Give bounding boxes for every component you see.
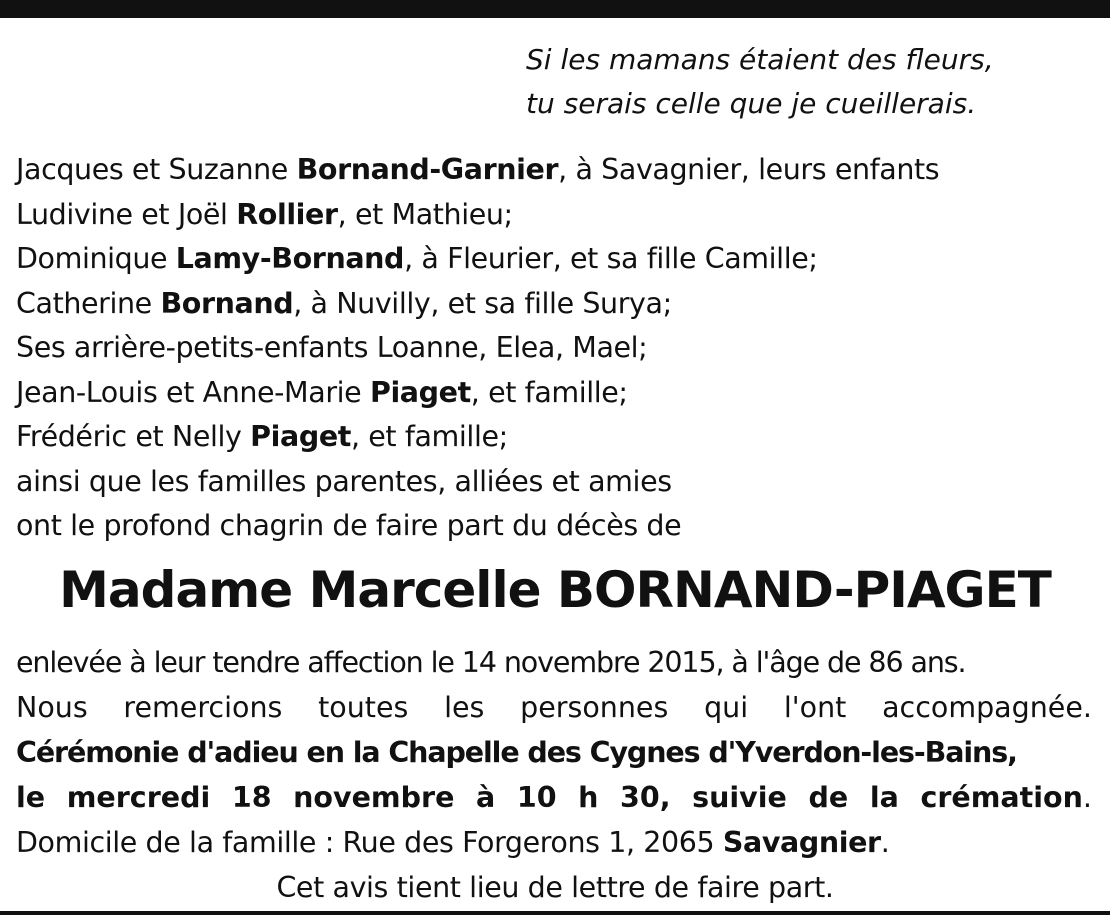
family-surname: Piaget <box>250 420 351 453</box>
family-surname: Bornand <box>160 286 294 320</box>
family-line <box>16 148 1096 193</box>
family-line <box>16 282 1096 327</box>
text: , à Savagnier, leurs enfants <box>558 153 940 186</box>
ceremony-line <box>16 775 1092 820</box>
family-line: ainsi que les familles parentes, alliées et amies <box>16 464 672 498</box>
deceased-name: Madame Marcelle BORNAND-PIAGET <box>59 561 1051 619</box>
epigraph-quote <box>502 38 1086 126</box>
family-surname: Lamy-Bornand <box>175 242 405 275</box>
word: Nous <box>16 691 88 724</box>
word: accompagnée. <box>882 691 1092 724</box>
text: Dominique <box>16 242 176 275</box>
text: Catherine <box>16 286 161 320</box>
closing-note: Cet avis tient lieu de lettre de faire part. <box>276 871 834 904</box>
family-surname: Piaget <box>369 375 471 409</box>
family-line <box>16 193 1096 238</box>
text: , à Nuvilly, et sa fille Surya; <box>293 286 672 320</box>
ceremony-text: Cérémonie d'adieu en la Chapelle des Cygnes d'Yverdon-les-Bains, <box>16 736 1017 769</box>
word: l'ont <box>783 691 847 724</box>
text: , et famille; <box>350 420 508 453</box>
text: Ludivine et Joël <box>16 197 237 231</box>
word: toutes <box>318 691 409 724</box>
word: suivie <box>692 781 787 814</box>
quote-line: tu serais celle que je cueillerais. <box>526 87 977 120</box>
death-date-line: enlevée à leur tendre affection le 14 novembre 2015, à l'âge de 86 ans. <box>16 646 966 679</box>
family-surname: Bornand-Garnier <box>296 153 559 186</box>
family-surname: Rollier <box>236 197 338 231</box>
word: 30, <box>620 781 671 814</box>
text: Jean-Louis et Anne-Marie <box>16 375 370 409</box>
family-line <box>16 237 1096 282</box>
home-address-line <box>16 820 1092 865</box>
word: novembre <box>293 781 455 814</box>
word: le <box>16 781 46 814</box>
family-line: ont le profond chagrin de faire part du décès de <box>16 509 682 542</box>
word: personnes <box>520 691 669 724</box>
quote-line: Si les mamans étaient des fleurs, <box>526 43 994 76</box>
word: de <box>808 781 849 814</box>
text: Domicile de la famille : Rue des Forgerons 1, 2065 <box>16 826 723 859</box>
text: , et Mathieu; <box>337 197 513 231</box>
family-line <box>16 415 1096 460</box>
text: . <box>880 826 890 859</box>
text: Frédéric et Nelly <box>16 420 251 453</box>
details-block <box>16 640 1092 865</box>
family-announcement <box>16 148 1096 549</box>
home-town: Savagnier <box>722 826 881 859</box>
word: les <box>444 691 485 724</box>
word: h <box>578 781 599 814</box>
family-line: Ses arrière-petits-enfants Loanne, Elea, Mael; <box>16 331 648 364</box>
text: Jacques et Suzanne <box>16 153 297 186</box>
top-rule <box>0 0 1110 18</box>
word: qui <box>704 691 749 724</box>
word: crémation. <box>920 781 1092 814</box>
ceremony-line <box>16 730 1092 775</box>
word: 10 <box>516 781 557 814</box>
text: , à Fleurier, et sa fille Camille; <box>404 242 818 275</box>
word: la <box>869 781 899 814</box>
word: 18 <box>231 781 272 814</box>
bottom-rule <box>0 911 1110 915</box>
thanks-line <box>16 685 1092 730</box>
family-line <box>16 371 1096 416</box>
text: , et famille; <box>470 375 628 409</box>
word: à <box>476 781 496 814</box>
word: mercredi <box>66 781 211 814</box>
word: remercions <box>123 691 283 724</box>
